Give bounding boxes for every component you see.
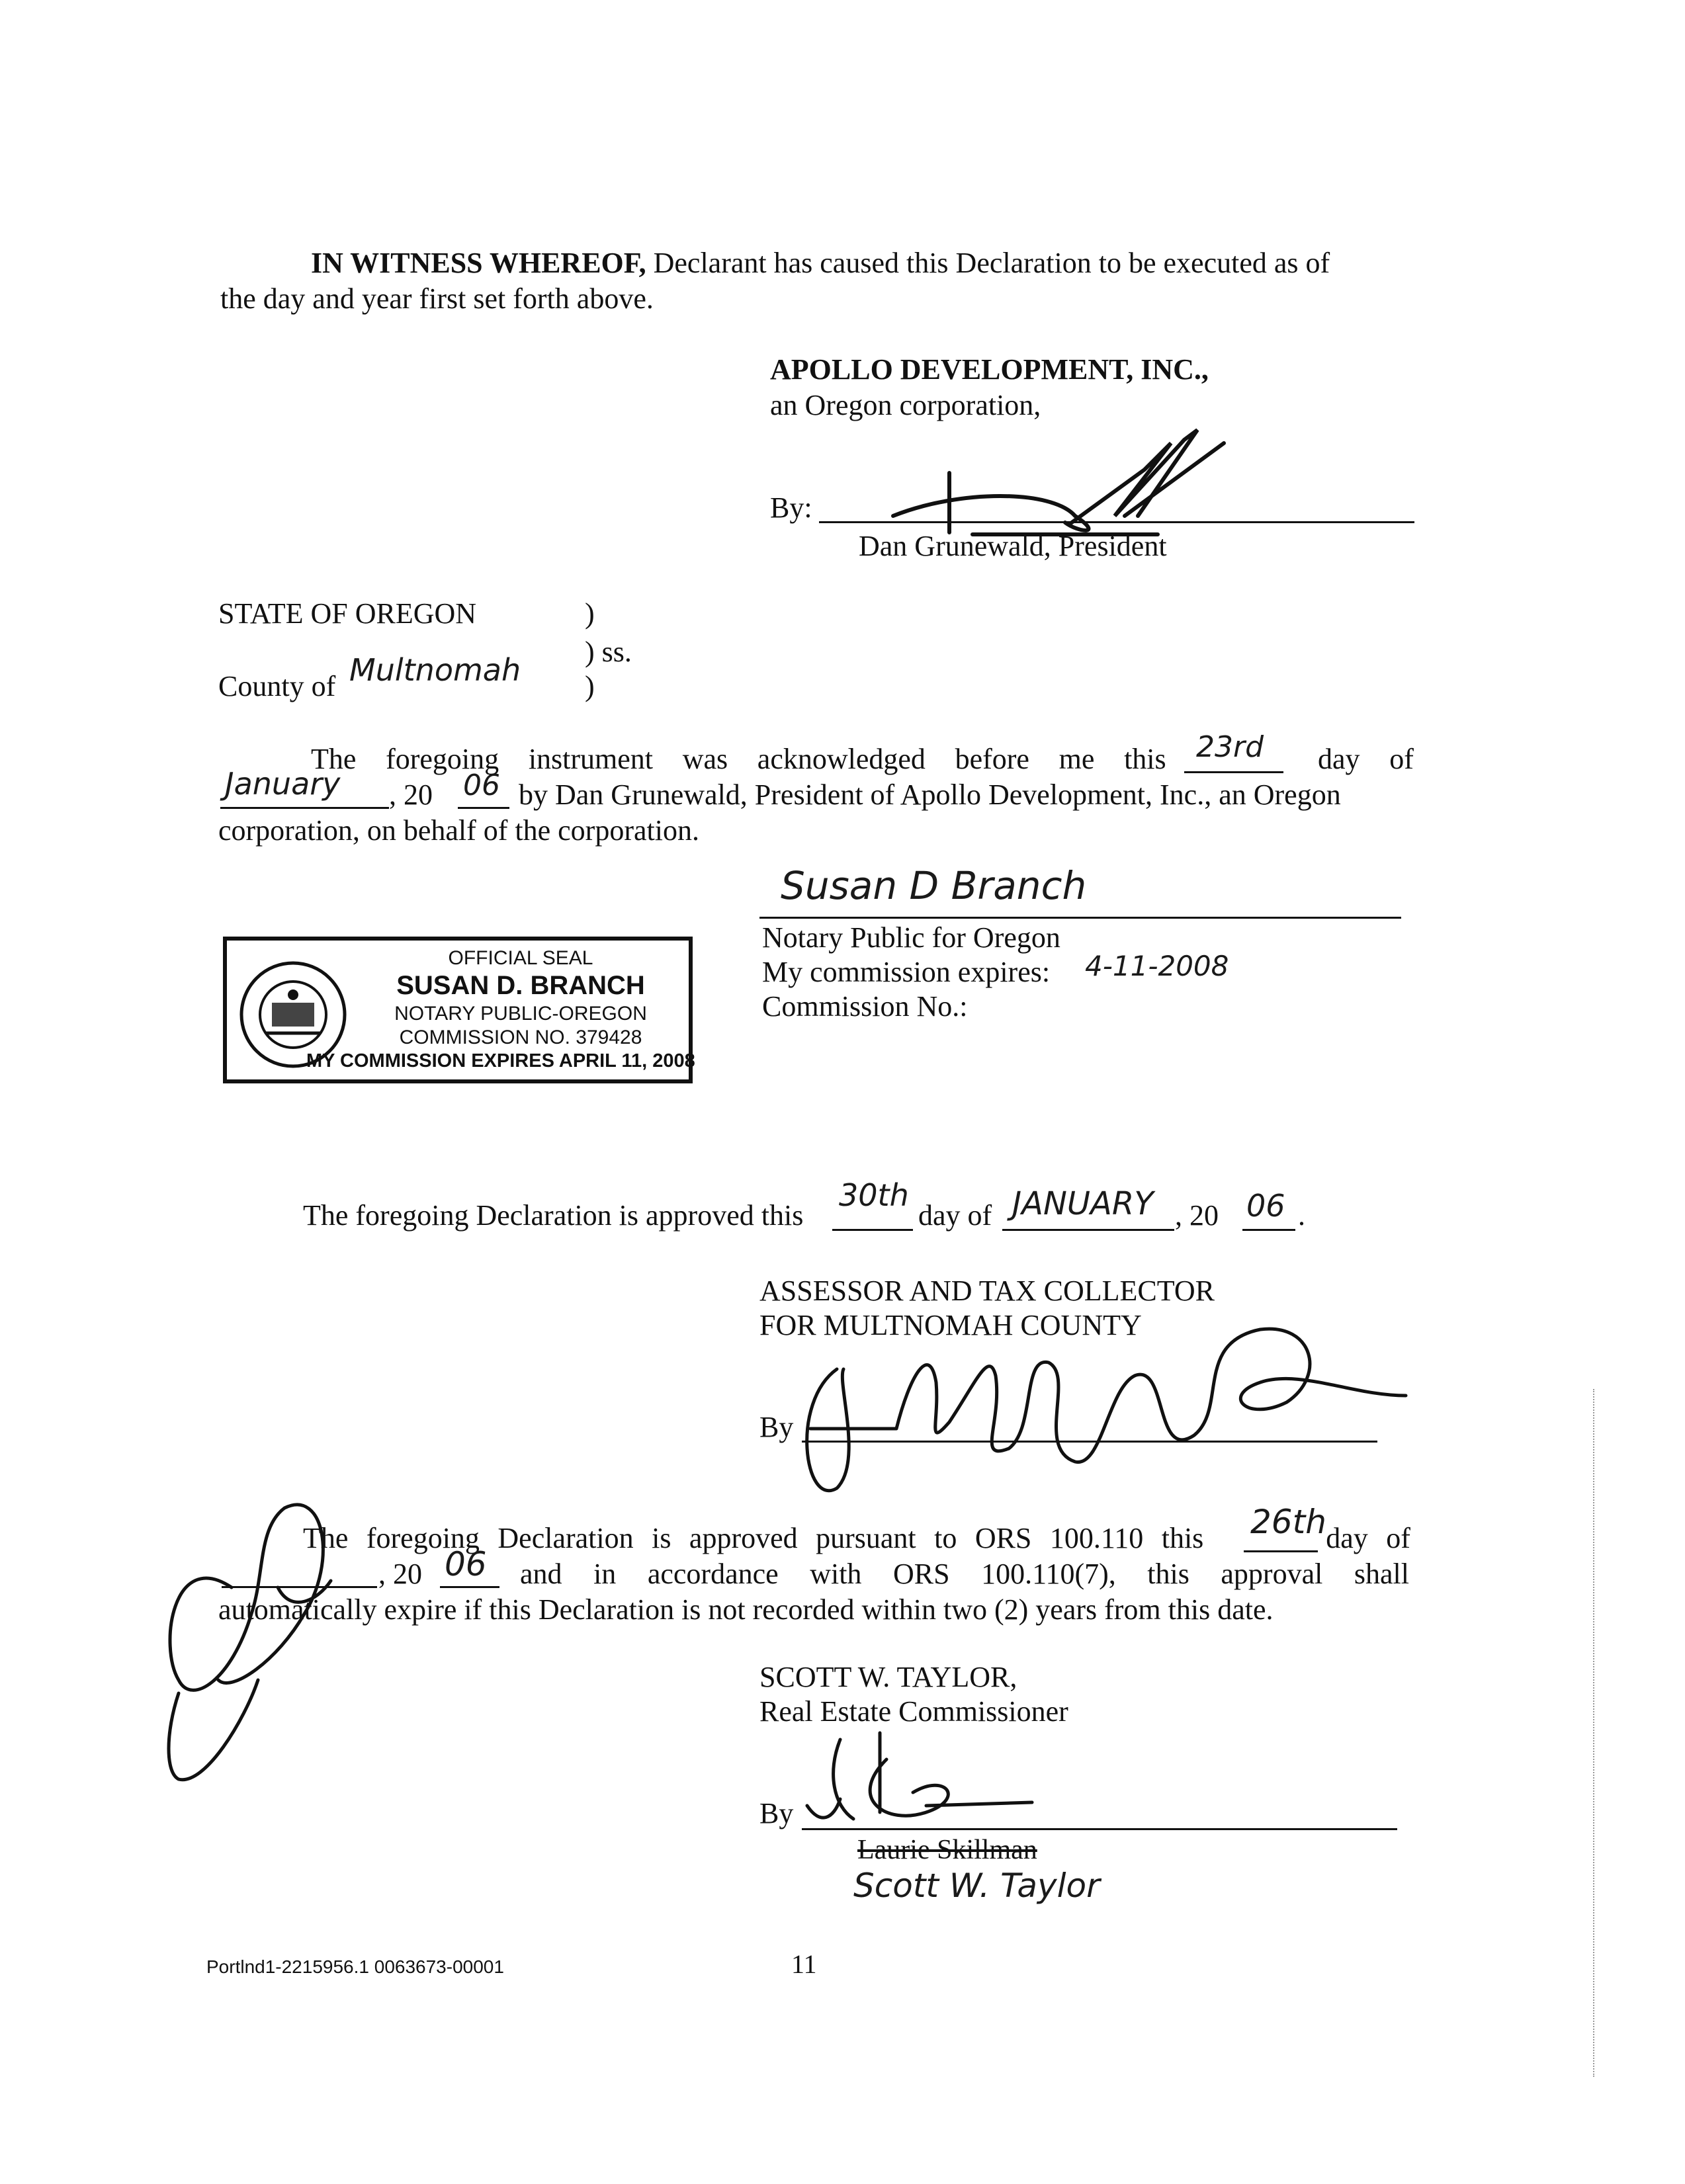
approval1-period: . xyxy=(1298,1199,1305,1232)
company-description: an Oregon corporation, xyxy=(770,389,1041,421)
notary-signature: Susan D Branch xyxy=(781,863,1087,908)
approval2-word: and xyxy=(520,1558,562,1590)
seal-notary-name: SUSAN D. BRANCH xyxy=(396,971,645,1000)
approval2-word: this xyxy=(1147,1558,1189,1590)
approval1-month-line xyxy=(1002,1229,1174,1231)
ack-word: The xyxy=(311,743,357,775)
county-handwritten: Multnomah xyxy=(349,652,521,688)
ack-line2-text: by Dan Grunewald, President of Apollo Development, Inc., an Oregon xyxy=(519,778,1341,811)
approval1-month-handwritten: JANUARY xyxy=(1012,1185,1154,1222)
approval2-year-line xyxy=(440,1586,499,1588)
approval2-word: foregoing xyxy=(366,1522,480,1554)
witness-paragraph-line2: the day and year first set forth above. xyxy=(220,282,654,315)
approval2-day-handwritten: 26th xyxy=(1250,1503,1326,1541)
ack-year-handwritten: 06 xyxy=(463,769,500,802)
commissioner-by-label: By xyxy=(759,1797,794,1829)
approval2-word: accordance xyxy=(647,1558,779,1590)
handwritten-commissioner-name: Scott W. Taylor xyxy=(853,1867,1100,1905)
assessor-signature xyxy=(797,1290,1426,1515)
ack-word: instrument xyxy=(528,743,654,775)
ack-day-line xyxy=(1184,771,1283,773)
ack-word: was xyxy=(682,743,728,775)
approval2-word: of xyxy=(1386,1522,1410,1554)
approval2-word: 100.110 xyxy=(1049,1522,1144,1554)
notary-commission-no-label: Commission No.: xyxy=(762,990,968,1023)
ack-month-handwritten: January xyxy=(225,766,341,802)
seal-notary-title: NOTARY PUBLIC-OREGON xyxy=(394,1003,647,1025)
ack-word: before xyxy=(955,743,1029,775)
ack-word: this xyxy=(1124,743,1166,775)
approval2-month-line xyxy=(222,1586,377,1588)
seal-heading: OFFICIAL SEAL xyxy=(448,947,593,969)
seal-commission-no: COMMISSION NO. 379428 xyxy=(399,1027,642,1048)
approval2-word: to xyxy=(934,1522,957,1554)
scan-edge-artifact xyxy=(1593,1389,1594,2077)
notary-title: Notary Public for Oregon xyxy=(762,921,1060,954)
footer-doc-id: Portlnd1-2215956.1 0063673-00001 xyxy=(206,1956,504,1977)
approval2-word: in xyxy=(593,1558,617,1590)
page-number: 11 xyxy=(791,1949,817,1979)
commissioner-title: Real Estate Commissioner xyxy=(759,1695,1068,1728)
witness-lead: IN WITNESS WHEREOF, xyxy=(311,247,646,279)
approval2-year-prefix: , 20 xyxy=(378,1558,422,1590)
ack-word: day xyxy=(1318,743,1360,775)
venue-paren-1: ) xyxy=(585,597,595,630)
approval2-word: this xyxy=(1161,1522,1204,1554)
approval2-word: The xyxy=(303,1522,349,1554)
ack-day-handwritten: 23rd xyxy=(1196,730,1264,764)
approval1-year-prefix: , 20 xyxy=(1175,1199,1219,1232)
witness-line1-text: Declarant has caused this Declaration to be executed as of xyxy=(653,247,1330,279)
seal-expiration: MY COMMISSION EXPIRES APRIL 11, 2008 xyxy=(306,1050,695,1071)
witness-paragraph-line1 xyxy=(311,249,1330,278)
commissioner-name: SCOTT W. TAYLOR, xyxy=(759,1661,1017,1693)
apollo-signer: Dan Grunewald, President xyxy=(859,530,1167,562)
approval2-word: ORS xyxy=(974,1522,1032,1554)
company-name: APOLLO DEVELOPMENT, INC., xyxy=(770,353,1209,386)
approval2-word: day xyxy=(1326,1522,1368,1554)
ack-word: me xyxy=(1059,743,1095,775)
approval2-word: 100.110(7), xyxy=(981,1558,1116,1590)
approval1-day-handwritten: 30th xyxy=(839,1177,909,1213)
venue-county-label: County of xyxy=(218,670,336,702)
approval2-word: is xyxy=(652,1522,671,1554)
approval2-day-line xyxy=(1244,1550,1318,1552)
approval2-word: shall xyxy=(1354,1558,1409,1590)
notary-commission-date: 4-11-2008 xyxy=(1085,950,1229,982)
apollo-by-label: By: xyxy=(770,491,812,524)
approval2-year-handwritten: 06 xyxy=(445,1545,487,1583)
approval2-line3: automatically expire if this Declaration is not recorded within two (2) years from this date. xyxy=(218,1593,1274,1626)
approval2-word: with xyxy=(810,1558,862,1590)
approval1-year-line xyxy=(1242,1229,1295,1231)
ack-year-prefix: , 20 xyxy=(389,778,433,811)
ack-line3: corporation, on behalf of the corporation. xyxy=(218,814,699,847)
approval2-word: approval xyxy=(1221,1558,1323,1590)
notary-commission-label: My commission expires: xyxy=(762,956,1051,988)
approval1-year-handwritten: 06 xyxy=(1246,1188,1285,1224)
approval1-text1: The foregoing Declaration is approved this xyxy=(303,1199,804,1232)
approval2-word: approved xyxy=(689,1522,798,1554)
venue-ss: ) ss. xyxy=(585,636,632,668)
ack-word: of xyxy=(1389,743,1414,775)
venue-paren-3: ) xyxy=(585,670,595,702)
approval2-word: pursuant xyxy=(816,1522,916,1554)
ack-word: acknowledged xyxy=(757,743,926,775)
assessor-by-label: By xyxy=(759,1411,794,1443)
notary-seal-stamp xyxy=(223,937,693,1083)
approval1-day-line xyxy=(832,1229,913,1231)
assessor-org-line2: FOR MULTNOMAH COUNTY xyxy=(759,1309,1142,1341)
venue-state: STATE OF OREGON xyxy=(218,597,477,630)
ack-year-line xyxy=(458,807,509,809)
notary-signature-line xyxy=(759,917,1401,919)
approval2-word: Declaration xyxy=(497,1522,634,1554)
commissioner-signature xyxy=(794,1720,1045,1839)
ack-month-line xyxy=(220,807,389,809)
approval2-line2 xyxy=(520,1560,1409,1589)
ack-word: foregoing xyxy=(386,743,499,775)
struck-name: Laurie Skillman xyxy=(857,1835,1037,1865)
approval2-word: ORS xyxy=(892,1558,950,1590)
assessor-org-line1: ASSESSOR AND TAX COLLECTOR xyxy=(759,1275,1215,1307)
approval1-text2: day of xyxy=(918,1199,992,1232)
